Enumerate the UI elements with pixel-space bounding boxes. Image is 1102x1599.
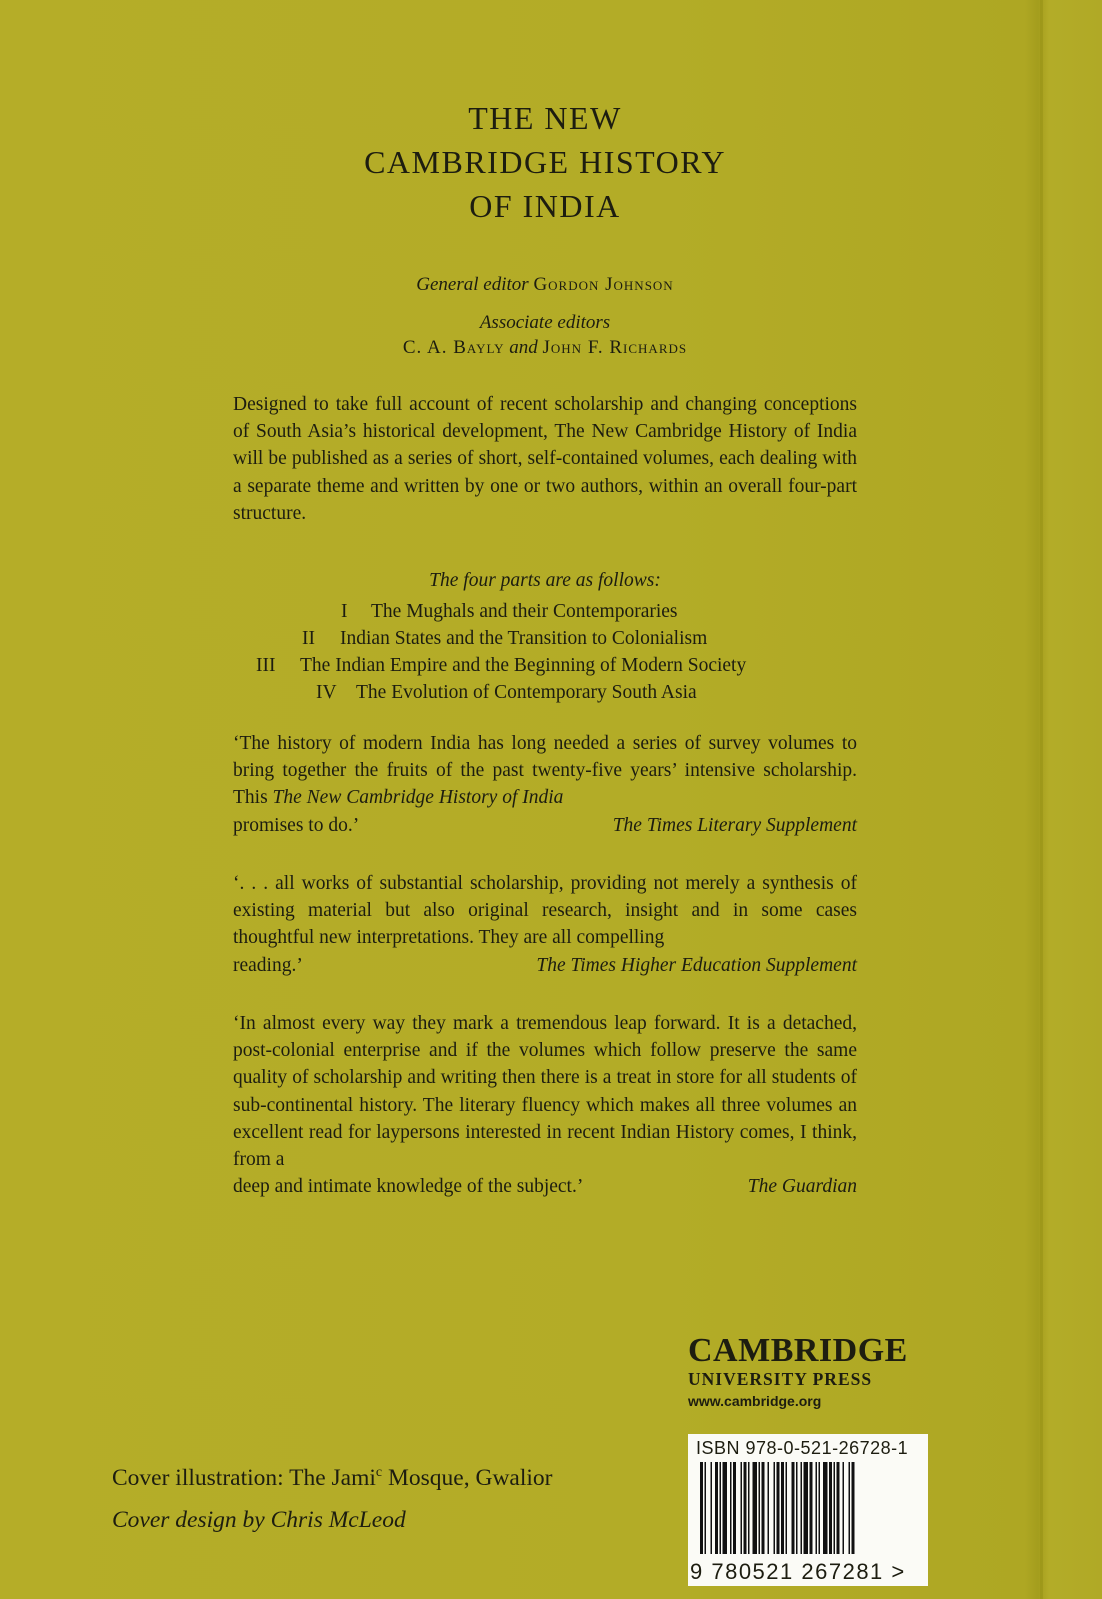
general-editor-name: Gordon Johnson	[533, 274, 674, 295]
publisher-name: CAMBRIDGE	[688, 1332, 908, 1369]
part-number: III	[256, 655, 276, 676]
isbn-barcode	[688, 1434, 928, 1586]
part-item	[233, 652, 857, 679]
publisher-url: www.cambridge.org	[688, 1393, 822, 1409]
title-line: OF INDIA	[469, 188, 621, 224]
part-item	[233, 625, 857, 652]
quote-ending: promises to do.’	[233, 814, 360, 836]
barcode-digits: 9 780521 267281 >	[690, 1559, 906, 1584]
general-editor-label: General editor	[416, 274, 529, 295]
quote-body: ‘. . . all works of substantial scholarship, providing not merely a synthesis of existing material but also original research, insight and in some cases thoughtful new interpretations. They are all compelling	[233, 873, 857, 949]
part-text: Indian States and the Transition to Colonialism	[340, 628, 708, 649]
part-item	[233, 679, 857, 706]
associate-editors-joiner: and	[509, 337, 538, 358]
quote-tls	[233, 730, 857, 839]
quote-last-line	[233, 1173, 857, 1200]
parts-heading: The four parts are as follows:	[429, 570, 661, 591]
cover-illustration-prefix: Cover illustration: The Jami	[112, 1465, 376, 1491]
quote-italic-title: The New Cambridge History of India	[272, 787, 564, 809]
barcode-icon	[700, 1462, 916, 1558]
part-number: II	[302, 628, 315, 649]
quote-source: The Times Literary Supplement	[612, 814, 857, 836]
quote-body: ‘In almost every way they mark a tremendous leap forward. It is a detached, post-colonial enterprise and if the volumes which follow preserve the same quality of scholarship and writing then there is a treat in store for all students of sub-continental history. The literary fluency which makes all three volumes an excellent read for laypersons interested in recent Indian History comes, I think, from a	[233, 1013, 857, 1171]
isbn-label: ISBN 978-0-521-26728-1	[696, 1438, 909, 1458]
cover-illustration-credit	[112, 1465, 552, 1492]
part-text: The Indian Empire and the Beginning of Modern Society	[300, 655, 747, 676]
part-text: The Mughals and their Contemporaries	[371, 601, 678, 622]
publisher-sub: UNIVERSITY PRESS	[688, 1369, 873, 1389]
quote-ending: reading.’	[233, 954, 303, 976]
quote-source: The Times Higher Education Supplement	[536, 954, 857, 976]
part-item	[233, 598, 857, 625]
part-text: The Evolution of Contemporary South Asia	[356, 682, 697, 703]
associate-editor-2: John F. Richards	[542, 337, 688, 358]
associate-editor-1: C. A. Bayly	[402, 337, 505, 358]
publisher-logo	[688, 1333, 932, 1409]
cover-design-credit: Cover design by Chris McLeod	[112, 1507, 406, 1533]
general-editor	[233, 274, 857, 296]
quote-last-line	[233, 812, 857, 839]
title-line: THE NEW	[468, 100, 622, 136]
parts-list	[233, 598, 857, 706]
series-title	[233, 96, 857, 228]
spine-fold	[1040, 0, 1043, 1599]
quote-last-line	[233, 952, 857, 979]
part-number: I	[341, 601, 348, 622]
intro-paragraph: Designed to take full account of recent scholarship and changing conceptions of South Asia’s historical development, The New Cambridge History of India will be published as a series of short, self-contained volumes, each dealing with a separate theme and written by one or two authors, within an overall four-part structure.	[233, 394, 857, 524]
title-line: CAMBRIDGE HISTORY	[364, 144, 726, 180]
associate-editors-names	[233, 337, 857, 359]
part-number: IV	[316, 682, 337, 703]
quote-thes	[233, 870, 857, 979]
quote-ending: deep and intimate knowledge of the subject.’	[233, 1176, 584, 1198]
cover-illustration-sup: c	[375, 1465, 383, 1481]
quote-source: The Guardian	[747, 1176, 857, 1198]
quote-body: ‘The history of modern India has long needed a series of survey volumes to bring together the fruits of the past twenty-five years’ intensive scholarship. This	[233, 733, 857, 809]
associate-editors-label: Associate editors	[479, 312, 611, 333]
quote-guardian	[233, 1010, 857, 1200]
cover-illustration-suffix: Mosque, Gwalior	[382, 1465, 553, 1491]
